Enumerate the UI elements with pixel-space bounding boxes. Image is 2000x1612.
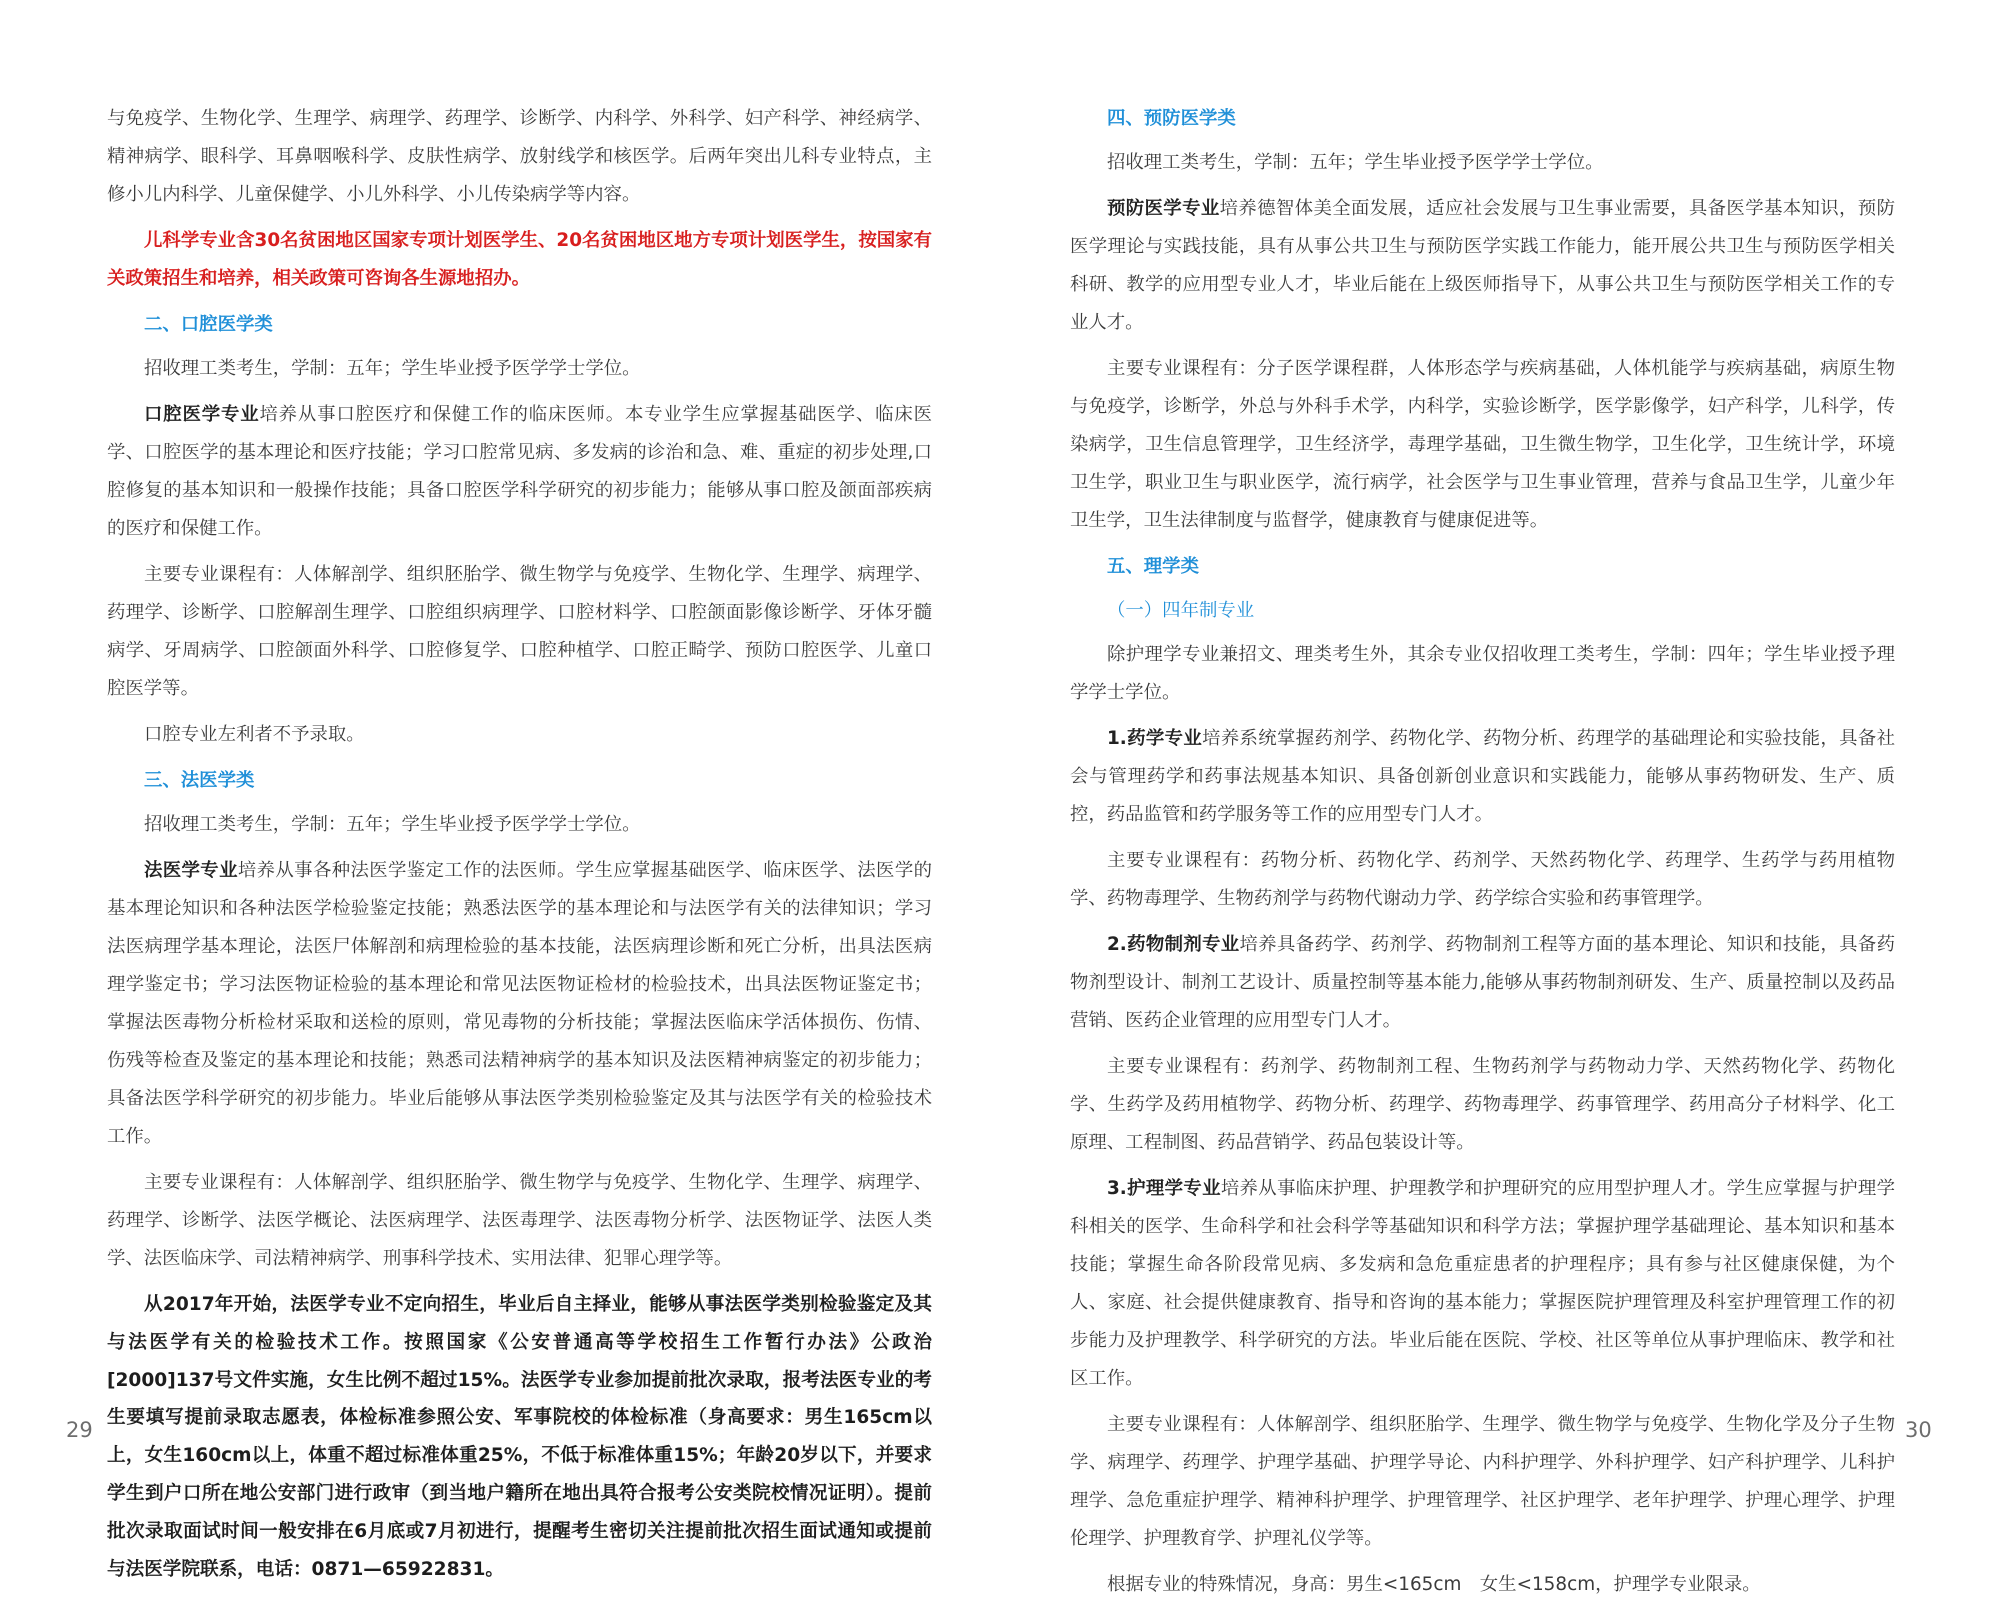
preventive-description: [1070, 190, 1895, 342]
pharmaceutics-courses: 主要专业课程有：药剂学、药物制剂工程、生物药剂学与药物动力学、天然药物化学、药物化学、生药学及药用植物学、药物分析、药理学、药物毒理学、药事管理学、药用高分子材料学、化工原理、工程制图、药品营销学、药品包装设计等。: [1070, 1056, 1895, 1153]
nursing-courses: 主要专业课程有：人体解剖学、组织胚胎学、生理学、微生物学与免疫学、生物化学及分子生物学、病理学、药理学、护理学基础、护理学导论、内科护理学、外科护理学、妇产科护理学、儿科护理学、急危重症护理学、精神科护理学、护理管理学、社区护理学、老年护理学、护理心理学、护理伦理学、护理教育学、护理礼仪学等。: [1070, 1414, 1895, 1549]
forensic-major-name: 法医学专业: [144, 860, 238, 881]
pediatrics-curriculum-paragraph: 与免疫学、生物化学、生理学、病理学、药理学、诊断学、内科学、外科学、妇产科学、神经病学、精神病学、眼科学、耳鼻咽喉科学、皮肤性病学、放射线学和核医学。后两年突出儿科专业特点，主修小儿内科学、儿童保健学、小儿外科学、小儿传染病学等内容。: [107, 108, 932, 205]
forensic-description-text: 培养从事各种法医学鉴定工作的法医师。学生应掌握基础医学、临床医学、法医学的基本理论知识和各种法医学检验鉴定技能；熟悉法医学的基本理论和与法医学有关的法律知识；学习法医病理学基本理论，法医尸体解剖和病理检验的基本技能，法医病理诊断和死亡分析，出具法医病理学鉴定书；学习法医物证检验的基本理论和常见法医物证检材的检验技术，出具法医物证鉴定书；掌握法医毒物分析检材采取和送检的原则，常见毒物的分析技能；掌握法医临床学活体损伤、伤情、伤残等检查及鉴定的基本理论和技能；熟悉司法精神病学的基本知识及法医精神病鉴定的初步能力；具备法医学科学研究的初步能力。毕业后能够从事法医学类别检验鉴定及其与法医学有关的检验技术工作。: [107, 860, 932, 1147]
pharmacy-courses: 主要专业课程有：药物分析、药物化学、药剂学、天然药物化学、药理学、生药学与药用植物学、药物毒理学、生物药剂学与药物代谢动力学、药学综合实验和药事管理学。: [1070, 850, 1895, 909]
right-page: [1070, 100, 1895, 1612]
nursing-description: [1070, 1170, 1895, 1398]
forensic-courses: 主要专业课程有：人体解剖学、组织胚胎学、微生物学与免疫学、生物化学、生理学、病理学、药理学、诊断学、法医学概论、法医病理学、法医毒理学、法医毒物分析学、法医物证学、法医人类学、法医临床学、司法精神病学、刑事科学技术、实用法律、犯罪心理学等。: [107, 1172, 932, 1269]
stomatology-courses: 主要专业课程有：人体解剖学、组织胚胎学、微生物学与免疫学、生物化学、生理学、病理学、药理学、诊断学、口腔解剖生理学、口腔组织病理学、口腔材料学、口腔颌面影像诊断学、牙体牙髓病学、牙周病学、口腔颌面外科学、口腔修复学、口腔种植学、口腔正畸学、预防口腔医学、儿童口腔医学等。: [107, 564, 932, 699]
pharmaceutics-description: [1070, 926, 1895, 1040]
science-admission: 除护理学专业兼招文、理类考生外，其余专业仅招收理工类考生，学制：四年；学生毕业授予理学学士学位。: [1070, 644, 1895, 703]
preventive-major-name: 预防医学专业: [1107, 198, 1220, 219]
forensic-description: [107, 852, 932, 1156]
preventive-description-text: 培养德智体美全面发展，适应社会发展与卫生事业需要，具备医学基本知识，预防医学理论与实践技能，具有从事公共卫生与预防医学实践工作能力，能开展公共卫生与预防医学相关科研、教学的应用型专业人才，毕业后能在上级医师指导下，从事公共卫生与预防医学相关工作的专业人才。: [1070, 198, 1895, 333]
pediatrics-special-plan-notice: 儿科学专业含30名贫困地区国家专项计划医学生、20名贫困地区地方专项计划医学生，按国家有关政策招生和培养，相关政策可咨询各生源地招办。: [107, 230, 932, 289]
section-heading-forensic: 三、法医学类: [144, 770, 255, 791]
page-number-left: 29: [66, 1418, 93, 1442]
nursing-description-text: 培养从事临床护理、护理教学和护理研究的应用型护理人才。学生应掌握与护理学科相关的医学、生命科学和社会科学等基础知识和科学方法；掌握护理学基础理论、基本知识和基本技能；掌握生命各阶段常见病、多发病和急危重症患者的护理程序；具有参与社区健康保健，为个人、家庭、社会提供健康教育、指导和咨询的基本能力；掌握医院护理管理及科室护理管理工作的初步能力及护理教学、科学研究的方法。毕业后能在医院、学校、社区等单位从事护理临床、教学和社区工作。: [1070, 1178, 1895, 1389]
pharmaceutics-description-text: 培养具备药学、药剂学、药物制剂工程等方面的基本理论、知识和技能，具备药物剂型设计、制剂工艺设计、质量控制等基本能力,能够从事药物制剂研发、生产、质量控制以及药品营销、医药企业管理的应用型专门人才。: [1070, 934, 1895, 1031]
stomatology-admission: 招收理工类考生，学制：五年；学生毕业授予医学学士学位。: [144, 358, 641, 379]
stomatology-description-text: 培养从事口腔医疗和保健工作的临床医师。本专业学生应掌握基础医学、临床医学、口腔医学的基本理论和医疗技能；学习口腔常见病、多发病的诊治和急、难、重症的初步处理,口腔修复的基本知识和一般操作技能；具备口腔医学科学研究的初步能力；能够从事口腔及颌面部疾病的医疗和保健工作。: [107, 404, 932, 539]
forensic-admission: 招收理工类考生，学制：五年；学生毕业授予医学学士学位。: [144, 814, 641, 835]
nursing-height-note: 根据专业的特殊情况，身高：男生<165cm 女生<158cm，护理学专业限录。: [1107, 1574, 1761, 1595]
preventive-courses: 主要专业课程有：分子医学课程群，人体形态学与疾病基础，人体机能学与疾病基础，病原生物与免疫学，诊断学，外总与外科手术学，内科学，实验诊断学，医学影像学，妇产科学，儿科学，传染病学，卫生信息管理学，卫生经济学，毒理学基础，卫生微生物学，卫生化学，卫生统计学，环境卫生学，职业卫生与职业医学，流行病学，社会医学与卫生事业管理，营养与食品卫生学，儿童少年卫生学，卫生法律制度与监督学，健康教育与健康促进等。: [1070, 358, 1895, 531]
stomatology-note: 口腔专业左利者不予录取。: [144, 724, 365, 745]
section-heading-stomatology: 二、口腔医学类: [144, 314, 273, 335]
preventive-admission: 招收理工类考生，学制：五年；学生毕业授予医学学士学位。: [1107, 152, 1604, 173]
section-heading-preventive: 四、预防医学类: [1107, 108, 1236, 129]
page-number-right: 30: [1905, 1418, 1932, 1442]
pharmacy-description: [1070, 720, 1895, 834]
pharmaceutics-major-name: 2.药物制剂专业: [1107, 934, 1240, 955]
nursing-major-name: 3.护理学专业: [1107, 1178, 1221, 1199]
stomatology-major-name: 口腔医学专业: [144, 404, 260, 425]
pharmacy-major-name: 1.药学专业: [1107, 728, 1203, 749]
forensic-admission-policy: 从2017年开始，法医学专业不定向招生，毕业后自主择业，能够从事法医学类别检验鉴定及其与法医学有关的检验技术工作。按照国家《公安普通高等学校招生工作暂行办法》公政治[2000]137号文件实施，女生比例不超过15%。法医学专业参加提前批次录取，报考法医专业的考生要填写提前录取志愿表，体检标准参照公安、军事院校的体检标准（身高要求：男生165cm以上，女生160cm以上，体重不超过标准体重25%，不低于标准体重15%；年龄20岁以下，并要求学生到户口所在地公安部门进行政审（到当地户籍所在地出具符合报考公安类院校情况证明）。提前批次录取面试时间一般安排在6月底或7月初进行，提醒考生密切关注提前批次招生面试通知或提前与法医学院联系，电话：0871—65922831。: [107, 1294, 932, 1580]
stomatology-description: [107, 396, 932, 548]
left-page: [107, 100, 932, 1596]
subsection-heading-four-year: （一）四年制专业: [1107, 600, 1255, 621]
section-heading-science: 五、理学类: [1107, 556, 1199, 577]
pharmacy-description-text: 培养系统掌握药剂学、药物化学、药物分析、药理学的基础理论和实验技能，具备社会与管理药学和药事法规基本知识、具备创新创业意识和实践能力，能够从事药物研发、生产、质控，药品监管和药学服务等工作的应用型专门人才。: [1070, 728, 1895, 825]
